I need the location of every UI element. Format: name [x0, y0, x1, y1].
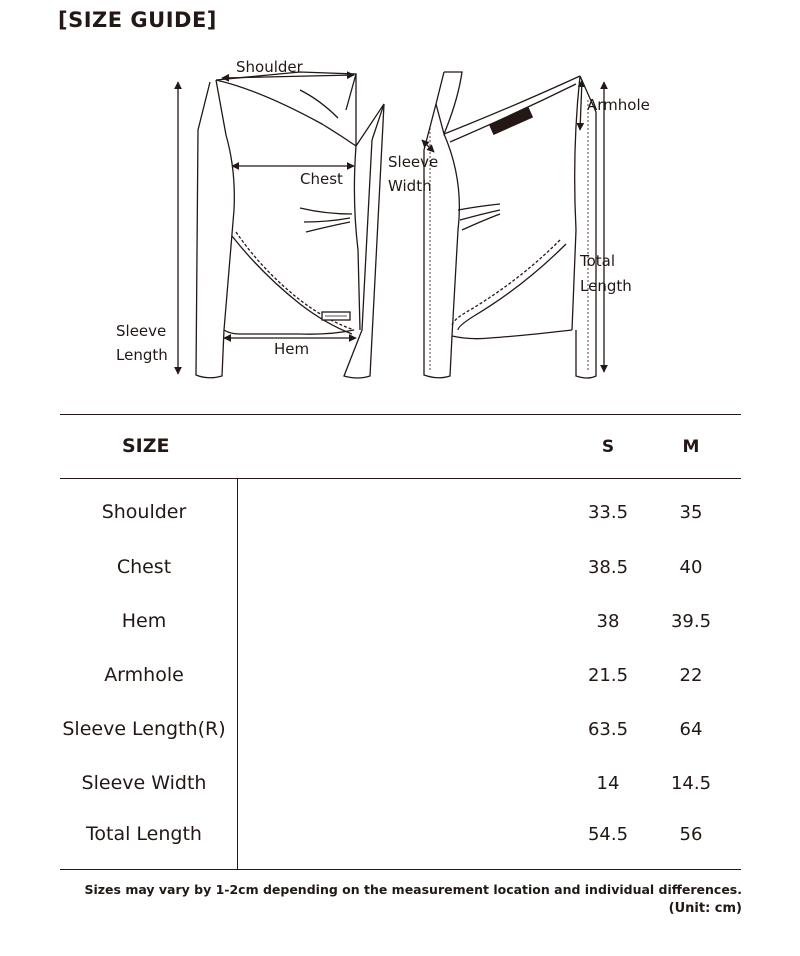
- row-label: Sleeve Width: [81, 772, 207, 794]
- table-row: [0, 556, 800, 586]
- armhole-label: Armhole: [587, 96, 650, 114]
- value-m: 22: [679, 665, 703, 686]
- unit-note: (Unit: cm): [668, 901, 742, 916]
- value-s: 33.5: [587, 502, 629, 523]
- armhole-arrow: [580, 80, 582, 130]
- sleeve-length-label-line2: Length: [116, 346, 168, 364]
- table-bottom-rule: [60, 869, 741, 870]
- value-m: 35: [679, 502, 703, 523]
- table-row: [0, 718, 800, 748]
- sleeve-length-label-line1: Sleeve: [116, 322, 167, 340]
- value-s: 38: [596, 611, 620, 632]
- value-m: 64: [679, 719, 703, 740]
- page-title: [SIZE GUIDE]: [58, 8, 217, 32]
- value-m: 56: [679, 824, 703, 845]
- table-header-rule: [60, 478, 741, 479]
- value-s: 54.5: [587, 824, 629, 845]
- sleeve-width-label-line1: Sleeve: [388, 153, 439, 171]
- table-row: [0, 823, 800, 853]
- value-m: 14.5: [670, 773, 712, 794]
- table-top-rule: [60, 414, 741, 415]
- shoulder-label: Shoulder: [236, 58, 303, 76]
- row-label: Shoulder: [101, 501, 187, 523]
- table-row: [0, 610, 800, 640]
- hem-label: Hem: [274, 340, 310, 358]
- size-column-m: M: [682, 437, 700, 457]
- value-s: 63.5: [587, 719, 629, 740]
- row-label: Chest: [116, 556, 172, 578]
- row-label: Total Length: [86, 823, 202, 845]
- value-s: 38.5: [587, 557, 629, 578]
- table-row: [0, 501, 800, 531]
- total-length-label-line1: Total: [580, 252, 616, 270]
- front-garment-drawing: [196, 72, 384, 378]
- row-label: Armhole: [104, 664, 184, 686]
- row-label: Sleeve Length(R): [62, 718, 226, 740]
- chest-label: Chest: [300, 170, 343, 188]
- garment-diagram: [0, 40, 800, 400]
- row-label: Hem: [121, 610, 167, 632]
- value-m: 40: [679, 557, 703, 578]
- value-m: 39.5: [670, 611, 712, 632]
- value-s: 14: [596, 773, 620, 794]
- table-row: [0, 664, 800, 694]
- total-length-label-line2: Length: [580, 277, 632, 295]
- value-s: 21.5: [587, 665, 629, 686]
- footnote: Sizes may vary by 1-2cm depending on the measurement location and individual differences.: [84, 882, 742, 897]
- measurement-markers: [178, 75, 604, 374]
- table-row: [0, 772, 800, 802]
- sleeve-width-label-line2: Width: [388, 177, 432, 195]
- size-header-label: SIZE: [122, 435, 170, 457]
- back-garment-drawing: [424, 72, 596, 378]
- size-column-s: S: [601, 437, 615, 457]
